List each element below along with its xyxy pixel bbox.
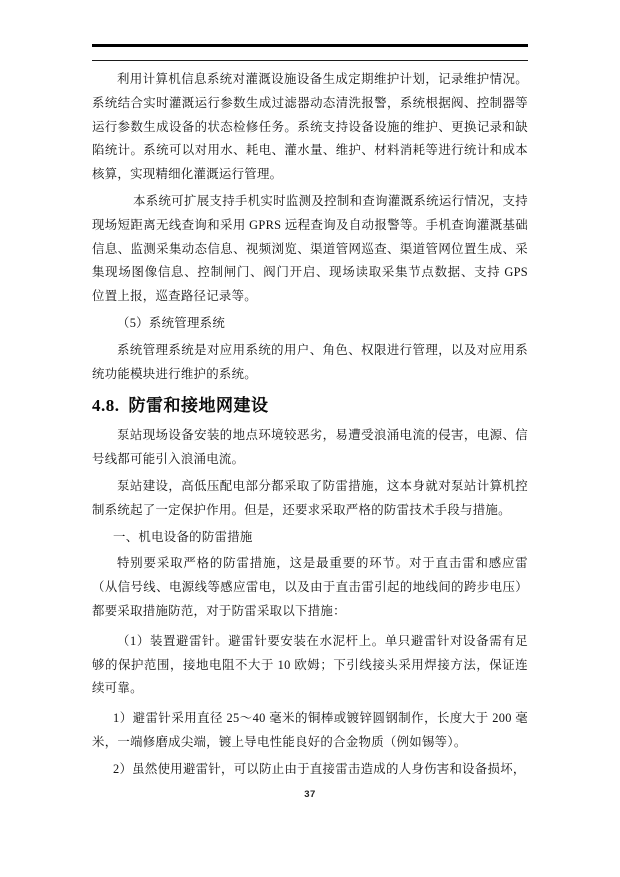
paragraph: 泵站建设，高低压配电部分都采取了防雷措施，这本身就对泵站计算机控制系统起了一定保护作用。但是，还要求采取严格的防雷技术手段与措施。 — [92, 478, 528, 517]
list-item-5: （5）系统管理系统 — [117, 315, 226, 330]
section-title: 防雷和接地网建设 — [128, 396, 269, 416]
header-rule-thin — [92, 60, 528, 61]
document-body — [92, 68, 528, 782]
subsection-title: 一、机电设备的防雷措施 — [113, 529, 253, 544]
list-item-1: 1）避雷针采用直径 25～40 毫米的铜棒或镀锌圆钢制作，长度大于 200 毫米，一端修磨成尖端，镀上导电性能良好的合金物质（例如锡等）。 — [92, 711, 528, 749]
list-item-1-paren: （1）装置避雷针。避雷针要安装在水泥杆上。单只避雷针对设备需有足够的保护范围，接地电阻不大于 10 欧姆；下引线接头采用焊接方法，保证连续可靠。 — [92, 633, 528, 696]
section-heading — [92, 394, 528, 418]
paragraph: 系统管理系统是对应用系统的用户、角色、权限进行管理，以及对应用系统功能模块进行维护的系统。 — [92, 342, 528, 381]
paragraph: 本系统可扩展支持手机实时监测及控制和查询灌溉系统运行情况，支持现场短距离无线查询和采用 GPRS 远程查询及自动报警等。手机查询灌溉基础信息、监测采集动态信息、视频浏览、渠道管网巡查、渠道管网位置生成、采集现场图像信息、控制闸门、阀门开启、现场读取采集节点数据、支持 GPS 位置上报，巡查路径记录等。 — [92, 193, 528, 304]
page-number: 37 — [304, 789, 316, 800]
section-number: 4.8. — [92, 396, 120, 416]
paragraph: 特别要采取严格的防雷措施，这是最重要的环节。对于直击雷和感应雷（从信号线、电源线等感应雷电，以及由于直击雷引起的地线间的跨步电压）都要采取措施防范，对于防雷采取以下措施： — [92, 556, 528, 618]
paragraph: 泵站现场设备安装的地点环境较恶劣，易遭受浪涌电流的侵害，电源、信号线都可能引入浪涌电流。 — [92, 428, 528, 467]
page-content — [92, 44, 528, 785]
header-rule-thick — [92, 44, 528, 47]
page-footer — [0, 784, 620, 802]
paragraph: 利用计算机信息系统对灌溉设施设备生成定期维护计划，记录维护情况。系统结合实时灌溉运行参数生成过滤器动态清洗报警，系统根据阀、控制器等运行参数生成设备的状态检修任务。系统支持设备设施的维护、更换记录和缺陷统计。系统可以对用水、耗电、灌水量、维护、材料消耗等进行统计和成本核算，实现精细化灌溉运行管理。 — [92, 72, 528, 182]
list-item-2: 2）虽然使用避雷针，可以防止由于直接雷击造成的人身伤害和设备损坏， — [113, 761, 526, 776]
